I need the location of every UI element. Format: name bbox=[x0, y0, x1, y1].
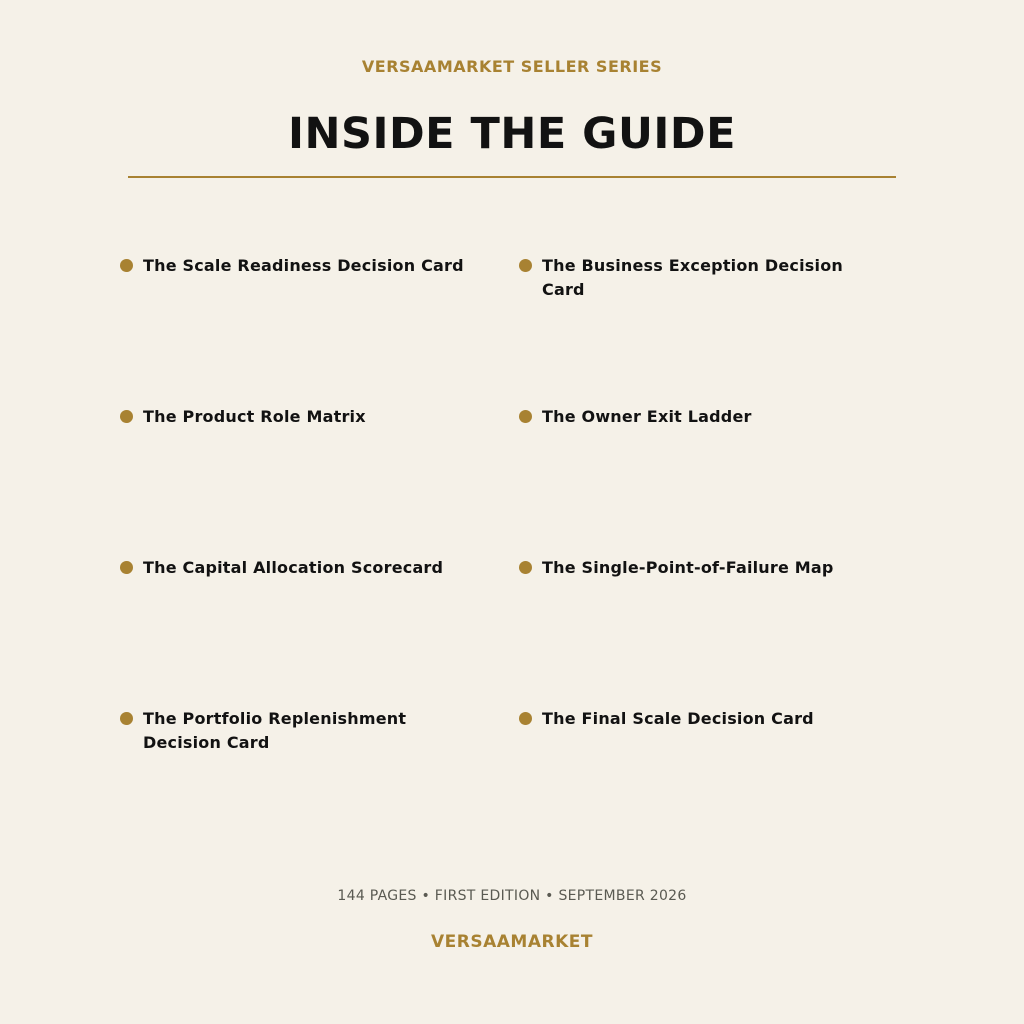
page-title: INSIDE THE GUIDE bbox=[288, 109, 736, 159]
contents-item-label: The Capital Allocation Scorecard bbox=[143, 558, 444, 577]
edition-info: 144 PAGES • FIRST EDITION • SEPTEMBER 2026 bbox=[337, 888, 687, 904]
bullet-dot-icon bbox=[519, 561, 532, 574]
brand-name: VERSAAMARKET bbox=[431, 932, 593, 952]
bullet-dot-icon bbox=[120, 712, 133, 725]
contents-item bbox=[519, 707, 879, 731]
bullet-dot-icon bbox=[519, 259, 532, 272]
contents-item bbox=[519, 254, 879, 302]
contents-item bbox=[120, 556, 480, 580]
contents-item-label: The Portfolio Replenishment Decision Card bbox=[143, 709, 407, 752]
contents-item bbox=[519, 405, 879, 429]
contents-item-label: The Final Scale Decision Card bbox=[542, 709, 814, 728]
contents-item bbox=[519, 556, 879, 580]
contents-item-label: The Business Exception Decision Card bbox=[542, 256, 843, 299]
bullet-dot-icon bbox=[120, 259, 133, 272]
contents-item bbox=[120, 707, 480, 755]
bullet-dot-icon bbox=[120, 410, 133, 423]
contents-item-label: The Owner Exit Ladder bbox=[542, 407, 752, 426]
contents-item-label: The Single-Point-of-Failure Map bbox=[542, 558, 834, 577]
contents-item-label: The Scale Readiness Decision Card bbox=[143, 256, 464, 275]
bullet-dot-icon bbox=[519, 410, 532, 423]
title-divider bbox=[128, 176, 896, 178]
contents-item-label: The Product Role Matrix bbox=[143, 407, 366, 426]
series-label: VERSAAMARKET SELLER SERIES bbox=[361, 57, 663, 76]
contents-item bbox=[120, 405, 480, 429]
bullet-dot-icon bbox=[519, 712, 532, 725]
bullet-dot-icon bbox=[120, 561, 133, 574]
contents-item bbox=[120, 254, 480, 278]
